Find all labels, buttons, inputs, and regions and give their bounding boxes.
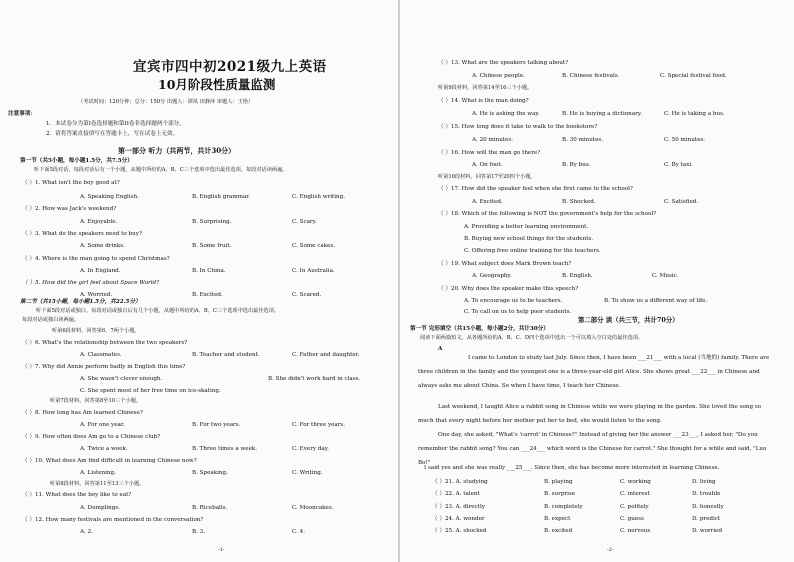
listening-instruction: 听第8段材料，回答第11至13三个小题。 (50, 481, 145, 487)
page-right (402, 0, 794, 562)
option-b: B. Chinese festivals. (562, 73, 620, 79)
exam-title-line2: 10月阶段性质量监测 (158, 77, 276, 92)
option-a: A. In England. (80, 268, 121, 274)
option-c: C. For three years. (292, 422, 346, 428)
question-stem: （ ）15. How long does it take to walk to the bookstore? (438, 124, 598, 130)
option-b: B. Excited. (192, 292, 223, 298)
option-b: B. In China. (192, 268, 226, 274)
option-b: B. 3. (192, 529, 206, 535)
option-b: B. Three times a week. (192, 446, 258, 452)
option-a: A. For one year. (80, 422, 125, 428)
part1-title: 第一部分 听力（共两节，共计30分） (118, 146, 236, 155)
option-b: B. completely (544, 504, 583, 510)
question-stem: （ ）1. What isn't the boy good at? (22, 180, 120, 186)
option-b: B. To show us a different way of life. (604, 298, 708, 304)
cloze-section-title: 第一节 完形填空（共15小题，每小题2分，共计30分） (410, 326, 549, 332)
option-a: A. 20 minutes. (472, 137, 513, 143)
option-b: B. excited (544, 528, 573, 534)
page-number: -2- (607, 547, 614, 553)
question-stem: （ ）19. What subject does Mark Brown teach? (438, 261, 572, 267)
exam-info: （考试时间：120分钟；总分：150分 出题人：谭凤 田静萍 审题人：王艳） (78, 99, 254, 105)
passage-paragraph: I came to London to study last July. Since then, I have been ___21___ with a local (当地的) family. There are three children in the family and the youngest one is a three-year-old girl Alice. She shows great ___22___ in Chinese and always asks me about China. So when I have time, I teach her Chinese. (418, 355, 770, 389)
listening-instruction: 听第9段材料，回答第14至16三个小题。 (438, 85, 533, 91)
option-c: C. Father and daughter. (292, 352, 360, 358)
option-c: C. She spent most of her free time on ice-skating. (80, 388, 221, 394)
question-stem: （ ）16. How will the man go there? (438, 150, 541, 156)
question-stem: （ ）3. What do the speakers need to buy? (22, 231, 142, 237)
cloze-question: （ ）25. A. shocked (432, 528, 487, 534)
question-stem: （ ）12. How many festivals are mentioned in the conversation? (22, 517, 204, 523)
section1-title: 第一节（共5小题，每小题1.5分，共7.5分） (20, 158, 133, 164)
option-c: C. Every day. (292, 446, 329, 452)
page-fold (398, 0, 400, 562)
question-stem: （ ）20. Why does the speaker make this speech? (438, 286, 579, 292)
option-b: B. English grammar. (192, 194, 251, 200)
option-c: C. Writing. (292, 470, 323, 476)
option-c: C. Some cakes. (292, 243, 336, 249)
question-stem: （ ）2. How was Jack's weekend? (22, 206, 117, 212)
option-c: C. guess (620, 516, 644, 522)
option-b: B. Shocked. (562, 199, 596, 205)
cloze-question: （ ）24. A. wonder (432, 516, 485, 522)
note-item: 1．本试卷分为第I卷选择题和第II卷非选择题两个部分。 (46, 121, 185, 127)
option-b: B. 30 minutes. (562, 137, 604, 143)
page-number: -1- (218, 547, 225, 553)
option-a: A. Enjoyable. (80, 219, 118, 225)
option-d: D. living (692, 479, 716, 485)
option-d: D. worried (692, 528, 723, 534)
option-a: A. Classmates. (80, 352, 122, 358)
option-b: B. By bus. (562, 162, 591, 168)
question-stem: （ ）9. How often does Am go to a Chinese club? (22, 434, 161, 440)
notes-heading: 注意事项： (8, 111, 36, 117)
cloze-question: （ ）23. A. directly (432, 504, 485, 510)
option-a: A. To encourage us to be teachers. (464, 298, 563, 304)
option-c: C. 4. (292, 529, 305, 535)
option-c: C. To call on us to help poor students. (464, 309, 572, 315)
option-b: B. She didn't work hard in class. (268, 376, 361, 382)
option-c: C. He is taking a bus. (664, 111, 725, 117)
option-c: C. interest (620, 491, 650, 497)
option-a: A. Dumplings. (80, 505, 120, 511)
question-stem: （ ）18. Which of the following is NOT the government's help for the school? (438, 211, 657, 217)
question-stem: （ ）11. What does the boy like to eat? (22, 492, 132, 498)
part2-title: 第二部分 读（共三节，共计70分） (578, 316, 679, 324)
option-a: A. Chinese people. (472, 73, 525, 79)
option-b: B. Teacher and student. (192, 352, 260, 358)
option-a: A. Geography. (472, 273, 512, 279)
option-b: B. For two years. (192, 422, 241, 428)
option-a: A. Speaking English. (80, 194, 139, 200)
section2-title: 第二节（共15小题，每小题1.5分，共22.5分） (20, 299, 141, 305)
question-stem: （ ）6. What's the relationship between the two speakers? (22, 340, 188, 346)
option-c: C. politely (620, 504, 649, 510)
option-b: B. Buying new school things for the students. (464, 236, 594, 242)
section2-instructions: 听第6段材料，回答第6、7两个小题。 (52, 328, 140, 334)
option-a: A. Twice a week. (80, 446, 128, 452)
option-b: B. expect (544, 516, 571, 522)
option-a: A. Providing a better learning environment. (464, 224, 589, 230)
option-a: A. Worried. (80, 292, 113, 298)
option-a: A. Listening. (80, 470, 116, 476)
passage-paragraph: I said yes and she was really ___25___. Since then, she has become more interested in learning Chinese. (424, 465, 720, 471)
option-d: D. trouble (692, 491, 721, 497)
option-b: B. English. (562, 273, 593, 279)
passage-label: A (438, 346, 443, 352)
question-stem: （ ）8. How long has Am learned Chinese? (22, 410, 143, 416)
option-b: B. Speaking. (192, 470, 228, 476)
question-stem: （ ）10. What does Am find difficult in learning Chinese now? (22, 458, 197, 464)
option-c: C. In Australia. (292, 268, 335, 274)
option-c: C. Offering free online training for the teachers. (464, 248, 601, 254)
question-stem: （ ）17. How did the speaker feel when she first came to the school? (438, 186, 633, 192)
option-c: C. English writing. (292, 194, 345, 200)
option-d: D. predict (692, 516, 721, 522)
option-c: C. Scary. (292, 219, 317, 225)
question-stem: （ ）7. Why did Annie perform badly in English this time? (22, 364, 186, 370)
listening-instruction: 听第10段材料，回答第17至20四个小题。 (438, 174, 536, 180)
cloze-question: （ ）21. A. studying (432, 479, 488, 485)
cloze-instructions: 阅读下面两篇短文，从各题所给的A、B、C、D四个选项中选出一个可以填入空白处的最佳选项。 (420, 335, 644, 341)
option-d: D. honestly (692, 504, 724, 510)
option-c: C. Mooncakes. (292, 505, 334, 511)
option-b: B. surprise (544, 491, 576, 497)
option-a: A. He is asking the way. (472, 111, 540, 117)
option-b: B. Riceballs. (192, 505, 228, 511)
option-c: C. Scared. (292, 292, 322, 298)
option-a: A. She wasn't clever enough. (80, 376, 163, 382)
option-a: A. 2. (80, 529, 93, 535)
option-a: A. Excited. (472, 199, 503, 205)
note-item: 2．请将答案直接填写在答题卡上，写在试卷上无效。 (46, 131, 179, 137)
option-b: B. playing (544, 479, 573, 485)
option-c: C. Music. (652, 273, 679, 279)
option-c: C. working (620, 479, 651, 485)
option-c: C. Satisfied. (664, 199, 699, 205)
listening-instruction: 听第7段材料，回答第8至10三个小题。 (50, 398, 142, 404)
exam-title-line1: 宜宾市四中初2021级九上英语 (133, 59, 327, 75)
option-b: B. He is buying a dictionary. (562, 111, 642, 117)
cloze-question: （ ）22. A. talent (432, 491, 480, 497)
section2-instructions: 每段对话或独白读两遍。 (22, 317, 80, 323)
option-b: B. Surprising. (192, 219, 232, 225)
question-stem: （ ）5. How did the girl feel about Space World? (22, 280, 160, 286)
question-stem: （ ）4. Where is the man going to spend Christmas? (22, 256, 170, 262)
option-c: C. By taxi. (664, 162, 693, 168)
section2-instructions: 听下面5段对话或独白。每段对话或独白后有几个小题，从题中所给的A、B、C三个选项中选出最佳选项。 (36, 308, 280, 314)
question-stem: （ ）14. What is the man doing? (438, 98, 529, 104)
passage-paragraph: Last weekend, I taught Alice a rabbit song in Chinese while we were playing in the garden. She loved the song so much that every night before her mother put her to bed, she would listen to the song. (418, 404, 762, 424)
option-b: B. Some fruit. (192, 243, 232, 249)
passage-paragraph: One day, she asked, "What's 'carrot' in Chinese?" Instead of giving her the answer ___23___, I asked her, "Do you remember the rabbit song? You can ___24___ which word is the Chinese for carrot." She thought for a while and said, "Luo Bo!" (418, 432, 767, 466)
option-a: A. On foot. (472, 162, 503, 168)
option-a: A. Some drinks. (80, 243, 125, 249)
option-c: C. nervous (620, 528, 651, 534)
question-stem: （ ）13. What are the speakers talking about? (438, 60, 569, 66)
section1-instructions: 听下面5段对话，每段对话后有一个小题，从题中所给的A、B、C三个选项中选出最佳选项。每段对话读两遍。 (34, 167, 288, 173)
option-c: C. 50 minutes. (664, 137, 706, 143)
option-c: C. Special festival food. (660, 73, 727, 79)
